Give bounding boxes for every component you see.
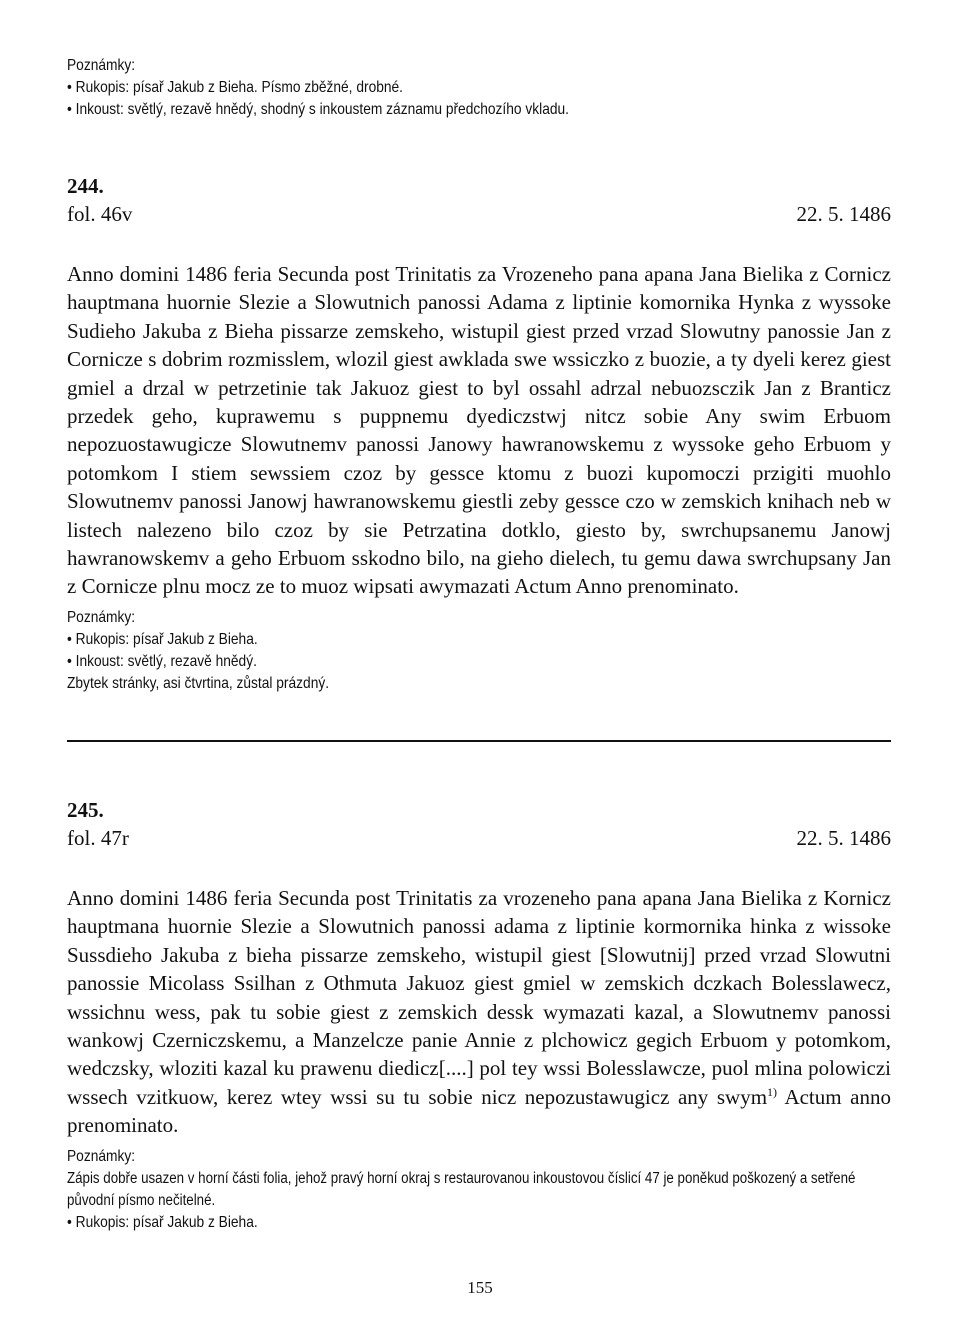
notes-heading: Poznámky: [67,608,136,626]
entry-notes [67,1146,891,1234]
entry-244 [67,172,891,695]
footnote-reference: 1) [767,1084,778,1099]
note-item: • Inkoust: světlý, rezavě hnědý. [67,651,776,673]
entry-folio: fol. 47r [67,826,129,850]
entry-245 [67,796,891,1234]
section-divider [67,740,891,742]
note-item: • Inkoust: světlý, rezavě hnědý, shodný s inkoustem záznamu předchozího vkladu. [67,99,569,121]
note-item: • Rukopis: písař Jakub z Bieha. Písmo zběžné, drobné. [67,77,569,99]
entry-meta [67,824,891,852]
notes-heading: Poznámky: [67,1147,136,1165]
note-item: • Rukopis: písař Jakub z Bieha. [67,629,776,651]
entry-date: 22. 5. 1486 [796,202,891,226]
entry-text-end: Actum anno prenominato. [67,1084,891,1138]
entry-text [67,884,891,1140]
entry-text-body: Anno domini 1486 feria Secunda post Trinitatis za vrozeneho pana apana Jana Bielika z Kornicz hauptmana huornie Slezie a Slowutnich panossi adama z liptinie kormornika hinka z wissoke Sussdieho Jakuba z bieha pissarze zemskeho, wistupil giest [Slowutnij] przed vrzad Slowutni panossie Micolass Ssilhan z Othmuta Jakuoz giest gmiel w zemskich dczkach Bolesslawecz, wssichnu wess, pak tu sobie giest z zemskich dessk wymazati kazal, a Slowutnemv panossi wankowj Czerniczskemu, a Manzelcze panie Annie z plchowicz gegich Erbuom y potomkom, wedczsky, wloziti kazal ku prawenu diedicz[....] pol tey wssi Bolesslawcze, puol mlina polowiczi wssech vzitkuow, kerez wtey wssi su tu sobie nicz nepozustawugicz any swym [67,886,891,1109]
entry-folio: fol. 46v [67,202,133,226]
page-number: 155 [467,1278,493,1297]
entry-notes [67,607,891,695]
entry-meta [67,200,891,228]
note-paragraph: Zápis dobře usazen v horní části folia, jehož pravý horní okraj s restaurovanou inkoustovou číslicí 47 je poněkud poškozený a setřené původní písmo nečitelné. [67,1169,856,1209]
entry-text: Anno domini 1486 feria Secunda post Trinitatis za Vrozeneho pana apana Jana Bielika z Cornicz hauptmana huornie Slezie a Slowutnich panossi Adama z liptinie komornika Hynka z wyssoke Sudieho Jakuba z Bieha pissarze zemskeho, wistupil giest przed vrzad Slowutny panossie Jan z Cornicze s dobrim rozmisslem, wlozil giest awklada swe wssiczko z buozie, a ty dyeli kerez giest gmiel a drzal w petrzetinie tak Jakuoz giest to byl ossahl adrzal nebuozsczik Jan z Branticz przedek geho, kuprawemu s puppnemu dyediczstwj nitcz sobie Any swim Erbuom nepozuostawugicze Slowutnemv panossi Janowy hawranowskemu z wyssoke geho Erbuom y potomkom I stiem sewssiem czoz by gessce ktomu z buozi kupomoczi przigiti muohlo Slowutnemv panossi Janowj hawranowskemu giestli zeby gessce czo w zemskich knihach neb w listech nalezeno bilo czoz by sie Petrzatina dotklo, giesto by, swrchupsanemu Janowj hawranowskemv a geho Erbuom sskodno bilo, na gieho dielech, tu gemu dawa swrchupsany Jan z Cornicze plnu mocz ze to muoz wipsati awymazati Actum Anno prenominato. [67,262,891,599]
note-tail: Zbytek stránky, asi čtvrtina, zůstal prázdný. [67,674,330,692]
entry-date: 22. 5. 1486 [796,826,891,850]
notes-heading: Poznámky: [67,57,136,74]
entry-number: 245. [67,798,104,822]
note-item: • Rukopis: písař Jakub z Bieha. [67,1212,776,1234]
entry-number: 244. [67,174,104,198]
top-notes [67,55,651,121]
